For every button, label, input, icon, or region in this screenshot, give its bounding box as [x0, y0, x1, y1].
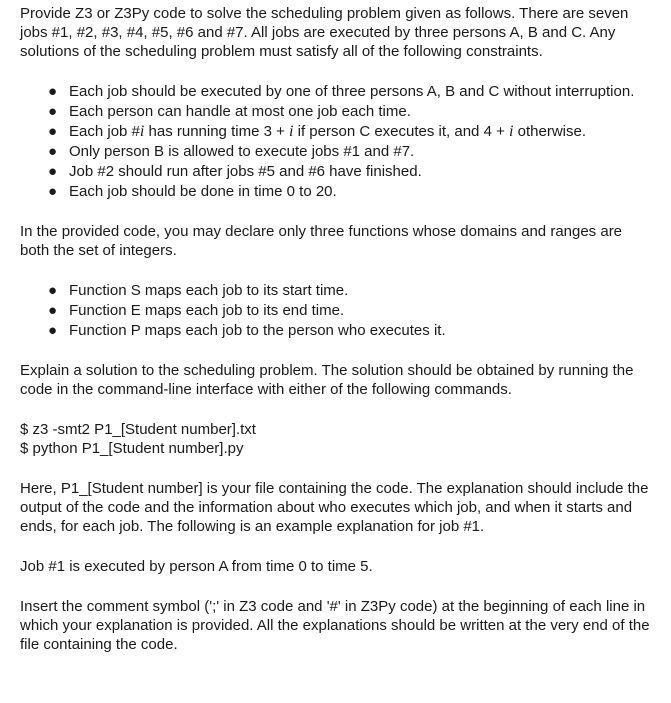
bullet-icon: ● [48, 322, 58, 339]
bullet-icon: ● [48, 143, 58, 160]
bullet-icon: ● [48, 163, 58, 180]
example-explanation: Job #1 is executed by person A from time 0 to time 5. [20, 558, 373, 575]
function-item: ● Function S maps each job to its start time. [48, 282, 349, 299]
constraint-item-running-time: ● Each job #i has running time 3 + i if person C executes it, and 4 + i otherwise. [48, 123, 587, 140]
constraint-item: ● Each job should be executed by one of three persons A, B and C without interruption. [48, 83, 635, 100]
bullet-icon: ● [48, 183, 58, 200]
constraints-list [20, 82, 653, 201]
command-python: $ python P1_[Student number].py [20, 440, 244, 457]
here-paragraph: Here, P1_[Student number] is your file containing the code. The explanation should include the output of the code and the information about who executes which job, and when it starts and ends, for each job. The following is an example explanation for job #1. [20, 480, 649, 535]
bullet-icon: ● [48, 302, 58, 319]
bullet-icon: ● [48, 103, 58, 120]
bullet-icon: ● [48, 123, 58, 140]
bullet-icon: ● [48, 83, 58, 100]
functions-intro-paragraph: In the provided code, you may declare only three functions whose domains and ranges are both the set of integers. [20, 223, 623, 259]
command-z3: $ z3 -smt2 P1_[Student number].txt [20, 421, 256, 438]
constraint-item: ● Only person B is allowed to execute jobs #1 and #7. [48, 143, 415, 160]
constraint-item: ● Each job should be done in time 0 to 20. [48, 183, 337, 200]
constraint-item: ● Each person can handle at most one job each time. [48, 103, 411, 120]
function-item: ● Function E maps each job to its end time. [48, 302, 345, 319]
insert-comment-paragraph: Insert the comment symbol (';' in Z3 code and '#' in Z3Py code) at the beginning of each line in which your explanation is provided. All the explanations should be written at the very end of the file containing the code. [20, 598, 650, 653]
functions-list [20, 281, 653, 340]
command-examples [20, 420, 653, 458]
constraint-item: ● Job #2 should run after jobs #5 and #6 have finished. [48, 163, 422, 180]
intro-paragraph: Provide Z3 or Z3Py code to solve the scheduling problem given as follows. There are seven jobs #1, #2, #3, #4, #5, #6 and #7. All jobs are executed by three persons A, B and C. Any solutions of the scheduling problem must satisfy all of the following constraints. [20, 5, 629, 60]
bullet-icon: ● [48, 282, 58, 299]
function-item: ● Function P maps each job to the person who executes it. [48, 322, 446, 339]
explain-intro-paragraph: Explain a solution to the scheduling problem. The solution should be obtained by running the code in the command-line interface with either of the following commands. [20, 362, 634, 398]
